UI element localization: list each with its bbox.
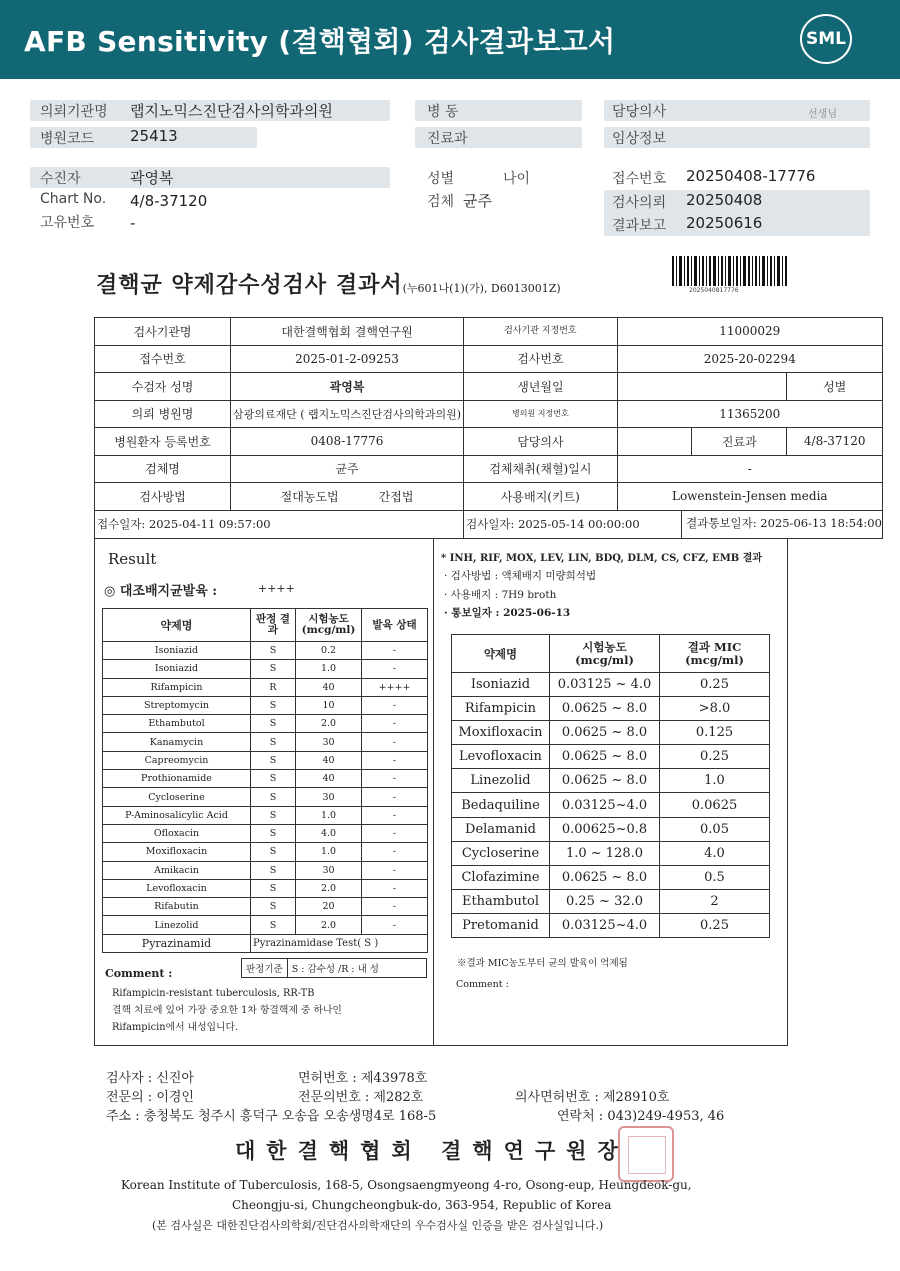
cell: 검사번호 [464,345,618,373]
cell: 0.03125 ~ 4.0 [550,673,660,697]
code-value: 25413 [130,127,178,145]
header-cell: 시험농도 (mcg/ml) [296,609,362,642]
cell: Levofloxacin [452,745,550,769]
table-row [452,865,770,889]
institute-name: 대한결핵협회 결핵연구원장 [235,1138,629,1163]
cell: - [362,861,428,879]
table-row [95,510,883,538]
cell [617,428,691,456]
left-comment-text [112,985,342,1036]
criteria-label: 판정기준 [242,959,288,977]
method-line: · 검사방법 : 액체배지 미량희석법 [444,570,597,582]
cell: Levofloxacin [103,879,251,897]
cell: 10 [296,696,362,714]
table-row [95,400,883,428]
cell: 30 [296,788,362,806]
cell: Bedaquiline [452,793,550,817]
table-row [103,898,428,916]
table-row [103,751,428,769]
specimen-value: 균주 [463,192,492,210]
cell: 2025-01-2-09253 [231,345,464,373]
cell: Isoniazid [452,673,550,697]
medium-line: · 사용배지 : 7H9 broth [444,589,557,601]
doc-title: 결핵균 약제감수성검사 결과서(누601나(1)(가), D6013001Z) [96,272,561,298]
cell: 2025-20-02294 [617,345,882,373]
mic-rows [452,673,770,938]
table-row [103,916,428,934]
comment-line: Rifampicin-resistant tuberculosis, RR-TB [112,988,315,999]
cell: 검사기관 지정번호 [464,318,618,346]
table-header-row [103,609,428,642]
cell [95,510,464,538]
receipt-label: 접수번호 [612,171,667,187]
cell: Cycloserine [452,841,550,865]
cell: 병의원 지정번호 [464,400,618,428]
table-row [95,373,883,401]
doctor-suffix: 선생님 [808,109,837,120]
cell: 0.5 [660,865,770,889]
cell: 의뢰 병원명 [95,400,231,428]
phone: 연락처 : 043)249-4953, 46 [557,1109,725,1124]
org-label: 의뢰기관명 [40,104,108,120]
cell: Ofloxacin [103,824,251,842]
cell: 검사방법 [95,483,231,511]
uid-value: - [130,214,136,232]
cell: 생년월일 [464,373,618,401]
table-row [103,696,428,714]
cell: 0.0625 ~ 8.0 [550,697,660,721]
cell: Ethambutol [452,889,550,913]
tester: 검사자 : 신진아 [106,1071,194,1086]
cell: Isoniazid [103,660,251,678]
cell: 0.0625 ~ 8.0 [550,745,660,769]
cell: 진료과 [692,428,787,456]
cell: 접수번호 [95,345,231,373]
cell: 1.0 [296,806,362,824]
cell: 0.0625 ~ 8.0 [550,721,660,745]
cell: - [362,824,428,842]
clinical-label: 임상정보 [612,131,667,147]
cell: S [251,879,296,897]
specialist-number: 전문의번호 : 제282호 [298,1090,424,1105]
criteria-value: S : 감수성 /R : 내 성 [291,964,379,975]
cell: 0.03125~4.0 [550,793,660,817]
cell: 1.0 [296,843,362,861]
cell: 1.0 ~ 128.0 [550,841,660,865]
band-patient [30,167,390,188]
cell: - [362,642,428,660]
receipt-value: 20250408-17776 [686,167,816,185]
mic-note: ※결과 MIC농도부터 균의 발육이 억제됨 [457,958,628,969]
cell: R [251,678,296,696]
cell: 20 [296,898,362,916]
tester-license: 면허번호 : 제43978호 [298,1071,428,1086]
report-value: 20250616 [686,214,763,232]
sex-label: 성별 [427,171,455,187]
cell: - [362,660,428,678]
table-row [103,770,428,788]
patient-label: 수진자 [40,171,81,187]
cell: - [362,770,428,788]
header-cell: 약제명 [452,635,550,673]
table-row [103,843,428,861]
request-value: 20250408 [686,191,763,209]
table-row [103,715,428,733]
table-row [103,861,428,879]
header-cell: 약제명 [103,609,251,642]
cell: Isoniazid [103,642,251,660]
table-row [452,817,770,841]
solid-medium-table [102,608,428,953]
cell: Linezolid [103,916,251,934]
cell: - [362,916,428,934]
results-divider [433,538,434,1046]
code-label: 병원코드 [40,131,95,147]
cell: S [251,788,296,806]
cell: - [362,715,428,733]
table-row [103,660,428,678]
cell: 0.0625 [660,793,770,817]
cell: 2.0 [296,879,362,897]
cell: 0.0625 ~ 8.0 [550,769,660,793]
result-heading: Result [108,550,157,568]
cell: 0.125 [660,721,770,745]
cell: 검체채취(채혈)일시 [464,455,618,483]
cell: Linezolid [452,769,550,793]
header-cell: 시험농도 (mcg/ml) [550,635,660,673]
table-row [103,733,428,751]
cell: 0.25 [660,673,770,697]
cell: S [251,898,296,916]
cell: 4.0 [660,841,770,865]
table-row [452,793,770,817]
institution-table [94,317,883,539]
cell: Cycloserine [103,788,251,806]
sml-logo: SML [800,14,852,64]
cell: 0408-17776 [231,428,464,456]
table-row [452,697,770,721]
request-label: 검사의뢰 [612,195,667,211]
header-cell: 판정 결과 [251,609,296,642]
specimen-label: 검체 [427,194,455,210]
table-row [95,428,883,456]
english-address-1: Korean Institute of Tuberculosis, 168-5, Osongsaengmyeong 4-ro, Osong-eup, Heungdeok-gu, [121,1178,692,1192]
cell [231,483,464,511]
cell: P-Aminosalicylic Acid [103,806,251,824]
cell: - [362,733,428,751]
cell: 0.05 [660,817,770,841]
date-received: 접수일자: 2025-04-11 09:57:00 [97,517,271,531]
cell: 40 [296,770,362,788]
ward-label: 병 동 [427,104,459,120]
method-indirect: 간접법 [378,489,414,504]
cell: S [251,824,296,842]
english-address-2: Cheongju-si, Chungcheongbuk-do, 363-954, Republic of Korea [232,1198,612,1212]
solid-medium-rows [103,642,428,935]
date-reported: 결과통보일자: 2025-06-13 18:54:00 [686,516,882,530]
cell: 2.0 [296,715,362,733]
cell: 0.25 ~ 32.0 [550,889,660,913]
cell: 40 [296,678,362,696]
table-row [95,318,883,346]
patient-value: 곽영복 [130,169,174,187]
barcode-number: 2025040817776 [689,287,739,294]
table-row [452,913,770,937]
cell: S [251,642,296,660]
cell: S [251,806,296,824]
cell: - [362,879,428,897]
cell: S [251,733,296,751]
table-header-row [452,635,770,673]
org-value: 랩지노믹스진단검사의학과의원 [130,102,333,120]
cell: - [362,696,428,714]
cell: S [251,861,296,879]
cell: Rifampicin [452,697,550,721]
table-row [95,345,883,373]
comment-line: Rifampicin에서 내성입니다. [112,1022,239,1033]
cell: 0.25 [660,745,770,769]
table-row [452,673,770,697]
age-label: 나이 [503,171,531,187]
cell: 0.03125~4.0 [550,913,660,937]
cell: 1.0 [660,769,770,793]
cell: Pyrazinamid [103,934,251,952]
table-row [452,841,770,865]
cell: Rifabutin [103,898,251,916]
table-row [103,934,428,952]
cell: 11000029 [617,318,882,346]
cell: >8.0 [660,697,770,721]
left-comment-label: Comment : [105,967,173,980]
table-row [452,721,770,745]
cell: 2.0 [296,916,362,934]
cell: 30 [296,861,362,879]
cell: 검사기관명 [95,318,231,346]
cell: 담당의사 [464,428,618,456]
cell: Ethambutol [103,715,251,733]
growth-value: ++++ [258,582,295,595]
notify-date-line: · 통보일자 : 2025-06-13 [444,607,571,619]
table-row [103,788,428,806]
header-bar [0,0,900,79]
cell: ++++ [362,678,428,696]
cell: - [362,751,428,769]
barcode-icon [672,256,788,286]
cell: - [617,455,882,483]
doctor-label: 담당의사 [612,104,667,120]
cell: Rifampicin [103,678,251,696]
comment-line: 결핵 치료에 있어 가장 중요한 1차 항결핵제 중 하나인 [112,1005,342,1016]
cell: 4/8-37120 [787,428,882,456]
right-comment-label: Comment : [456,979,509,990]
header-cell: 발육 상태 [362,609,428,642]
table-row [103,879,428,897]
cell: S [251,916,296,934]
address: 주소 : 충청북도 청주시 흥덕구 오송읍 오송생명4로 168-5 [106,1109,437,1124]
cell: - [362,898,428,916]
cell: S [251,751,296,769]
cell: S [251,770,296,788]
cell: 병원환자 등록번호 [95,428,231,456]
table-row [103,824,428,842]
table-row [452,769,770,793]
doctor-license: 의사면허번호 : 제28910호 [515,1090,670,1105]
certification-note: (본 검사실은 대한진단검사의학회/진단검사의학재단의 우수검사실 인증을 받은 검사실입니다.) [152,1219,604,1232]
cell: - [362,806,428,824]
cell: 삼광의료재단 ( 랩지노믹스진단검사의학과의원) [231,400,464,428]
cell: Kanamycin [103,733,251,751]
cell: 사용배지(키트) [464,483,618,511]
cell: 검체명 [95,455,231,483]
cell: Streptomycin [103,696,251,714]
table-row [103,678,428,696]
cell: 대한결핵협회 결핵연구원 [231,318,464,346]
cell: 곽영복 [231,373,464,401]
cell: 1.0 [296,660,362,678]
cell: 11365200 [617,400,882,428]
cell: 0.25 [660,913,770,937]
cell: 0.2 [296,642,362,660]
cell: Capreomycin [103,751,251,769]
cell [464,510,883,538]
method-absolute: 절대농도법 [280,489,339,504]
mic-table [451,634,770,938]
cell: 30 [296,733,362,751]
drugs-line: * INH, RIF, MOX, LEV, LIN, BDQ, DLM, CS, CFZ, EMB 결과 [441,553,763,564]
cell: - [362,788,428,806]
cell: S [251,696,296,714]
cell: Clofazimine [452,865,550,889]
dept-label: 진료과 [427,131,468,147]
header-cell: 결과 MIC (mcg/ml) [660,635,770,673]
cell [617,373,787,401]
table-row [103,806,428,824]
cell: Pyrazinamidase Test( S ) [251,934,428,952]
table-row [95,455,883,483]
uid-label: 고유번호 [40,215,95,231]
cell: 4.0 [296,824,362,842]
cell: 0.00625~0.8 [550,817,660,841]
cell: Amikacin [103,861,251,879]
cell: - [362,843,428,861]
table-row [452,889,770,913]
cell: 0.0625 ~ 8.0 [550,865,660,889]
cell: Lowenstein-Jensen media [617,483,882,511]
cell: Moxifloxacin [452,721,550,745]
date-tested: 검사일자: 2025-05-14 00:00:00 [464,511,682,538]
report-title: AFB Sensitivity (결핵협회) 검사결과보고서 [24,25,616,58]
chart-value: 4/8-37120 [130,192,208,210]
cell: 2 [660,889,770,913]
table-row [452,745,770,769]
table-row [103,642,428,660]
cell: Prothionamide [103,770,251,788]
cell: 균주 [231,455,464,483]
criteria-box [241,958,427,978]
cell: S [251,660,296,678]
specialist: 전문의 : 이경인 [106,1090,194,1105]
cell: S [251,843,296,861]
cell: Pretomanid [452,913,550,937]
cell: S [251,715,296,733]
growth-label: ◎ 대조배지균발육 : [104,584,218,599]
chart-label: Chart No. [40,191,107,207]
table-row [95,483,883,511]
cell: 수검자 성명 [95,373,231,401]
report-label: 결과보고 [612,218,667,234]
cell: 40 [296,751,362,769]
cell: 성별 [787,373,882,401]
cell: Delamanid [452,817,550,841]
cell: Moxifloxacin [103,843,251,861]
